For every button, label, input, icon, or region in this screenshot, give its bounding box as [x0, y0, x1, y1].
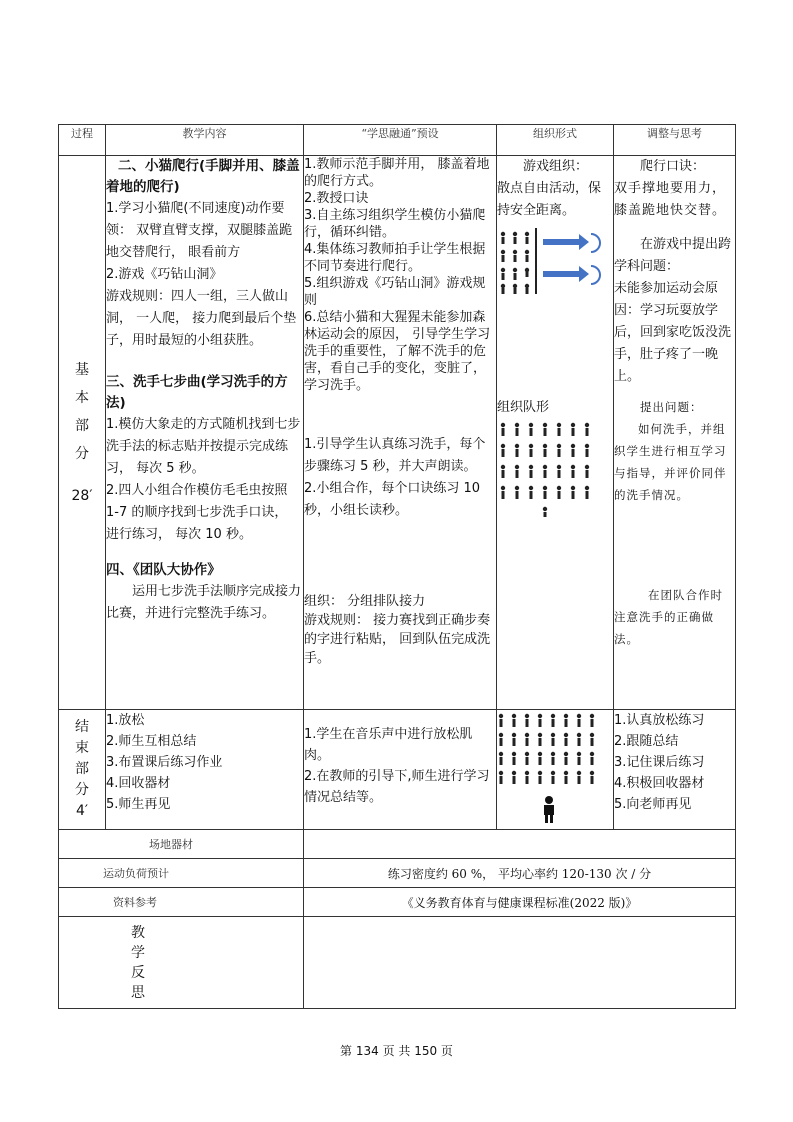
student-figure	[525, 733, 529, 737]
org-formation-label: 组织队形	[497, 400, 550, 415]
design-line: 1.引导学生认真练习洗手，每个步骤练习 5 秒，并大声朗读。	[304, 437, 486, 474]
student-figure	[499, 752, 503, 756]
venue-value	[304, 830, 736, 859]
org-line: 游戏组织：	[523, 159, 589, 174]
content-line: 运用七步洗手法顺序完成接力比赛，并进行完整洗手练习。	[106, 584, 302, 621]
ending-adjust-cell	[614, 710, 736, 830]
student-figure	[512, 733, 516, 737]
part2-title: 二、小猫爬行(手脚并用、膝盖着地的爬行)	[106, 158, 300, 195]
label-char: 部	[75, 761, 89, 777]
group-formation-diagram	[497, 417, 602, 517]
student-figure	[571, 423, 575, 427]
student-figure	[538, 714, 542, 718]
design-line: 6.总结小猫和大猩猩未能参加森林运动会的原因， 引导学生学习洗手的重要性，了解不洗手的危害，看自己手的变化，变脏了，学习洗手。	[304, 310, 491, 393]
reflection-value	[304, 917, 736, 1009]
student-figure	[585, 465, 589, 469]
student-figure	[529, 486, 533, 490]
student-figure	[512, 714, 516, 718]
label-char: 本	[75, 389, 89, 406]
student-figure	[525, 714, 529, 718]
student-figure	[512, 771, 516, 775]
basic-section-label	[59, 156, 106, 710]
adjust-line: 1.认真放松练习	[614, 713, 705, 728]
reference-value: 《义务教育体育与健康课程标准(2022 版)》	[304, 888, 736, 917]
load-row	[59, 859, 736, 888]
content-line: 1.学习小猫爬(不同速度)动作要领： 双臂直臂支撑，双腿膝盖跪地交替爬行， 眼看前方	[106, 201, 293, 260]
student-figure	[557, 423, 561, 427]
header-row	[59, 125, 736, 156]
design-line: 4.集体练习教师拍手让学生根据不同节奏进行爬行。	[304, 242, 486, 274]
adjust-line: 未能参加运动会原因：学习玩耍放学后，回到家吃饭没洗手，肚子疼了一晚上。	[614, 281, 732, 384]
header-adjust: 调整与思考	[614, 125, 736, 156]
student-figure	[551, 771, 555, 775]
label-char: 分	[75, 782, 89, 798]
student-figure	[529, 444, 533, 448]
student-figure	[564, 752, 568, 756]
load-label: 运动负荷预计	[59, 859, 304, 888]
content-line: 1.模仿大象走的方式随机找到七步洗手法的标志贴并按提示完成练习， 每次 5 秒。	[106, 417, 301, 476]
design-line: 游戏规则： 接力赛找到正确步奏的字进行粘贴， 回到队伍完成洗手。	[304, 613, 491, 666]
adjust-line: 在团队合作时注意洗手的正确做法。	[614, 588, 723, 646]
content-line: 1.放松	[106, 713, 145, 728]
student-figure	[557, 465, 561, 469]
adjust-line: 提出问题：	[640, 400, 703, 414]
scatter-formation-diagram	[497, 222, 602, 294]
design-line: 2.在教师的引导下,师生进行学习情况总结等。	[304, 769, 490, 805]
design-line: 2.教授口诀	[304, 191, 369, 206]
student-figure	[529, 423, 533, 427]
label-char: 束	[75, 740, 89, 756]
student-figure	[525, 752, 529, 756]
student-figure	[501, 423, 505, 427]
student-figure	[577, 752, 581, 756]
student-figure	[543, 465, 547, 469]
student-figure	[557, 486, 561, 490]
page-footer: 第 134 页 共 150 页	[340, 1044, 453, 1058]
label-char: 反	[131, 964, 145, 981]
content-line: 2.四人小组合作模仿毛毛虫按照 1-7 的顺序找到七步洗手口诀， 进行练习， 每次 10 秒。	[106, 483, 288, 542]
design-line: 2.小组合作，每个口诀练习 10 秒，小组长读秒。	[304, 481, 481, 518]
adjust-line: 4.积极回收器材	[614, 776, 705, 791]
basic-content-cell	[106, 156, 304, 710]
label-char: 学	[131, 944, 145, 961]
adjust-line: 5.向老师再见	[614, 797, 692, 812]
part4-title: 四、《团队大协作》	[106, 562, 221, 578]
basic-section-row	[59, 156, 736, 710]
header-content: 教学内容	[106, 125, 304, 156]
student-figure	[571, 444, 575, 448]
student-figure	[551, 733, 555, 737]
basic-time: 28′	[71, 487, 93, 504]
design-line: 5.组织游戏《巧钻山洞》游戏规则	[304, 276, 486, 308]
label-char: 结	[75, 719, 89, 735]
student-figure	[538, 771, 542, 775]
student-figure	[501, 486, 505, 490]
student-figure	[577, 714, 581, 718]
header-process: 过程	[59, 125, 106, 156]
student-figure	[585, 423, 589, 427]
basic-adjust-cell	[614, 156, 736, 710]
content-line: 2.师生互相总结	[106, 734, 197, 749]
label-char: 思	[131, 984, 145, 1001]
student-figure	[529, 465, 533, 469]
venue-label: 场地器材	[59, 830, 304, 859]
student-figure	[590, 771, 594, 775]
adjust-line: 双手撑地要用力，膝盖跪地快交替。	[614, 181, 727, 218]
student-figure	[590, 714, 594, 718]
label-char: 分	[75, 445, 89, 462]
ending-organization-cell	[497, 710, 614, 830]
content-line: 3.布置课后练习作业	[106, 755, 223, 770]
header-design: “学思融通”预设	[304, 125, 497, 156]
student-figure	[564, 733, 568, 737]
lesson-plan-table	[58, 124, 736, 1009]
content-line: 游戏规则：四人一组，三人做山洞， 一人爬， 接力爬到最后个垫子，用时最短的小组获胜。	[106, 289, 297, 348]
student-figure	[577, 771, 581, 775]
student-figure	[543, 444, 547, 448]
adjust-line: 3.记住课后练习	[614, 755, 705, 770]
venue-row	[59, 830, 736, 859]
student-figure	[571, 465, 575, 469]
student-figure	[538, 733, 542, 737]
design-line: 组织： 分组排队接力	[304, 594, 426, 609]
student-figure	[501, 465, 505, 469]
student-figure	[499, 714, 503, 718]
student-figure	[543, 423, 547, 427]
student-figure	[538, 752, 542, 756]
student-figure	[543, 486, 547, 490]
label-char: 教	[131, 924, 145, 941]
reference-label: 资料参考	[59, 888, 304, 917]
ending-section-label	[59, 710, 106, 830]
student-figure	[499, 733, 503, 737]
org-line: 散点自由活动，保持安全距离。	[497, 181, 602, 218]
student-figure	[512, 752, 516, 756]
reflection-label	[59, 917, 304, 1009]
student-figure	[499, 771, 503, 775]
adjust-line: 爬行口诀：	[640, 159, 706, 174]
content-line: 5.师生再见	[106, 797, 171, 812]
content-line: 2.游戏《巧钻山洞》	[106, 267, 223, 282]
student-figure	[515, 444, 519, 448]
reflection-row	[59, 917, 736, 1009]
student-figure	[551, 752, 555, 756]
load-value: 练习密度约 60 %， 平均心率约 120-130 次 / 分	[304, 859, 736, 888]
student-figure	[585, 444, 589, 448]
part3-title: 三、洗手七步曲(学习洗手的方法)	[106, 374, 288, 411]
content-line: 4.回收器材	[106, 776, 171, 791]
student-figure	[571, 486, 575, 490]
student-figure	[515, 486, 519, 490]
student-figure	[557, 444, 561, 448]
label-char: 部	[75, 417, 89, 434]
reference-row	[59, 888, 736, 917]
ending-section-row	[59, 710, 736, 830]
adjust-line: 2.跟随总结	[614, 734, 679, 749]
student-figure	[501, 444, 505, 448]
ending-formation-diagram	[497, 710, 602, 824]
student-figure	[585, 486, 589, 490]
ending-time: 4′	[75, 803, 89, 819]
student-figure	[564, 714, 568, 718]
adjust-line: 如何洗手，并组织学生进行相互学习与指导，并评价同伴的洗手情况。	[614, 422, 727, 502]
student-figure	[515, 465, 519, 469]
student-figure	[543, 507, 547, 511]
header-organization: 组织形式	[497, 125, 614, 156]
basic-organization-cell	[497, 156, 614, 710]
adjust-line: 在游戏中提出跨学科问题：	[614, 237, 732, 274]
design-line: 1.教师示范手脚并用， 膝盖着地的爬行方式。	[304, 157, 490, 189]
student-figure	[590, 752, 594, 756]
student-figure	[577, 733, 581, 737]
basic-design-cell	[304, 156, 497, 710]
student-figure	[590, 733, 594, 737]
design-line: 3.自主练习组织学生模仿小猫爬行，循环纠错。	[304, 208, 486, 240]
label-char: 基	[75, 361, 89, 378]
student-figure	[515, 423, 519, 427]
student-figure	[564, 771, 568, 775]
student-figure	[525, 771, 529, 775]
student-figure	[551, 714, 555, 718]
ending-content-cell	[106, 710, 304, 830]
ending-design-cell	[304, 710, 497, 830]
design-line: 1.学生在音乐声中进行放松肌肉。	[304, 727, 473, 763]
